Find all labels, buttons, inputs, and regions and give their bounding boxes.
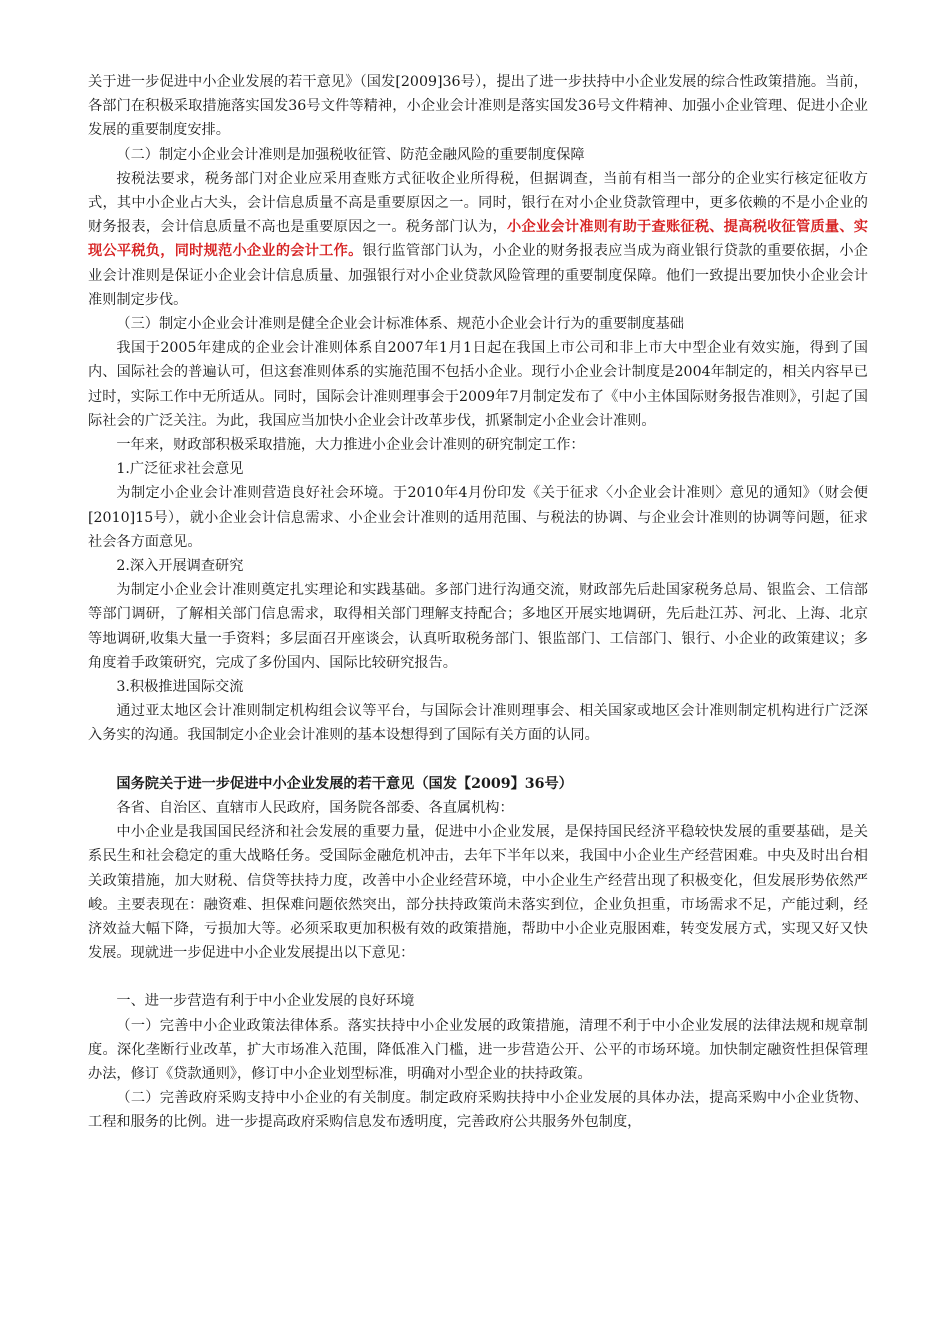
document-page xyxy=(88,70,868,1135)
document-title: 国务院关于进一步促进中小企业发展的若干意见（国发【2009】36号） xyxy=(116,775,573,792)
highlighted-text: 小企业会计准则有助于查账征税、提高税收征管质量、实现公平税负，同时规范小企业的会计工作。 xyxy=(88,219,868,260)
paragraph-tax-text-a: 按税法要求，税务部门对企业应采用查账方式征收企业所得税，但据调查，当前有相当一部分的企业实行核定征收方式，其中小企业占大头，会计信息质量不高是重要原因之一。同时，银行在对小企业贷款管理中，更多依赖的不是小企业的财务报表，会计信息质量不高也是重要原因之一。税务部门认为， xyxy=(88,170,868,236)
paragraph-opinions: 为制定小企业会计准则营造良好社会环境。于2010年4月份印发《关于征求〈小企业会计准则〉意见的通知》（财会便[2010]15号），就小企业会计信息需求、小企业会计准则的适用范围、与税法的协调、与企业会计准则的协调等问题，征求社会各方面意见。 xyxy=(88,485,868,550)
paragraph-intro-continued: 关于进一步促进中小企业发展的若干意见》（国发[2009]36号），提出了进一步扶持中小企业发展的综合性政策措施。当前，各部门在积极采取措施落实国发36号文件等精神，小企业会计准则是落实国发36号文件精神、加强小企业管理、促进小企业发展的重要制度安排。 xyxy=(88,74,868,139)
item-heading-1: 1.广泛征求社会意见 xyxy=(116,461,244,478)
paragraph-progress: 一年来，财政部积极采取措施，大力推进小企业会计准则的研究制定工作： xyxy=(116,437,585,454)
paragraph-standards: 我国于2005年建成的企业会计准则体系自2007年1月1日起在我国上市公司和非上市大中型企业有效实施，得到了国内、国际社会的普遍认可，但这套准则体系的实施范围不包括小企业。现行小企业会计制度是2004年制定的，相关内容早已过时，实际工作中无所适从。同时，国际会计准则理事会于2009年7月制定发布了《中小主体国际财务报告准则》，引起了国际社会的广泛关注。为此，我国应当加快小企业会计改革步伐，抓紧制定小企业会计准则。 xyxy=(88,340,868,429)
item-heading-2: 2.深入开展调查研究 xyxy=(116,558,244,575)
addressee: 各省、自治区、直辖市人民政府，国务院各部委、各直属机构： xyxy=(116,799,514,816)
paragraph-international: 通过亚太地区会计准则制定机构组会议等平台，与国际会计准则理事会、相关国家或地区会计准则制定机构进行广泛深入务实的沟通。我国制定小企业会计准则的基本设想得到了国际有关方面的认同。 xyxy=(88,703,868,744)
paragraph-research: 为制定小企业会计准则奠定扎实理论和实践基础。多部门进行沟通交流，财政部先后赴国家税务总局、银监会、工信部等部门调研，了解相关部门信息需求，取得相关部门理解支持配合；多地区开展实地调研，先后赴江苏、河北、上海、北京等地调研,收集大量一手资料；多层面召开座谈会，认真听取税务部门、银监部门、工信部门、银行、小企业的政策建议；多角度着手政策研究，完成了多份国内、国际比较研究报告。 xyxy=(88,582,868,671)
paragraph-procurement: （二）完善政府采购支持中小企业的有关制度。制定政府采购扶持中小企业发展的具体办法，提高采购中小企业货物、工程和服务的比例。进一步提高政府采购信息发布透明度，完善政府公共服务外包制度， xyxy=(88,1090,868,1131)
paragraph-tax-text-b: 银行监管部门认为，小企业的财务报表应当成为商业银行贷款的重要依据，小企业会计准则是保证小企业会计信息质量、加强银行对小企业贷款风险管理的重要制度保障。他们一致提出要加快小企业会计准则制定步伐。 xyxy=(88,243,868,308)
paragraph-sme-importance: 中小企业是我国国民经济和社会发展的重要力量，促进中小企业发展，是保持国民经济平稳较快发展的重要基础，是关系民生和社会稳定的重大战略任务。受国际金融危机冲击，去年下半年以来，我国中小企业生产经营困难。中央及时出台相关政策措施，加大财税、信贷等扶持力度，改善中小企业经营环境，中小企业生产经营出现了积极变化，但发展形势依然严峻。主要表现在：融资难、担保难问题依然突出，部分扶持政策尚未落实到位，企业负担重，市场需求不足，产能过剩，经济效益大幅下降，亏损加大等。必须采取更加积极有效的政策措施，帮助中小企业克服困难，转变发展方式，实现又好又快发展。现就进一步促进中小企业发展提出以下意见： xyxy=(88,824,868,962)
paragraph-tax xyxy=(88,167,868,312)
subheading-2: （二）制定小企业会计准则是加强税收征管、防范金融风险的重要制度保障 xyxy=(116,146,585,163)
section-heading-1: 一、进一步营造有利于中小企业发展的良好环境 xyxy=(116,993,415,1010)
item-heading-3: 3.积极推进国际交流 xyxy=(116,679,244,696)
paragraph-policy-law: （一）完善中小企业政策法律体系。落实扶持中小企业发展的政策措施，清理不利于中小企业发展的法律法规和规章制度。深化垄断行业改革，扩大市场准入范围，降低准入门槛，进一步营造公开、公平的市场环境。加快制定融资性担保管理办法，修订《贷款通则》，修订中小企业划型标准，明确对小型企业的扶持政策。 xyxy=(88,1017,868,1082)
subheading-3: （三）制定小企业会计准则是健全企业会计标准体系、规范小企业会计行为的重要制度基础 xyxy=(116,316,684,333)
